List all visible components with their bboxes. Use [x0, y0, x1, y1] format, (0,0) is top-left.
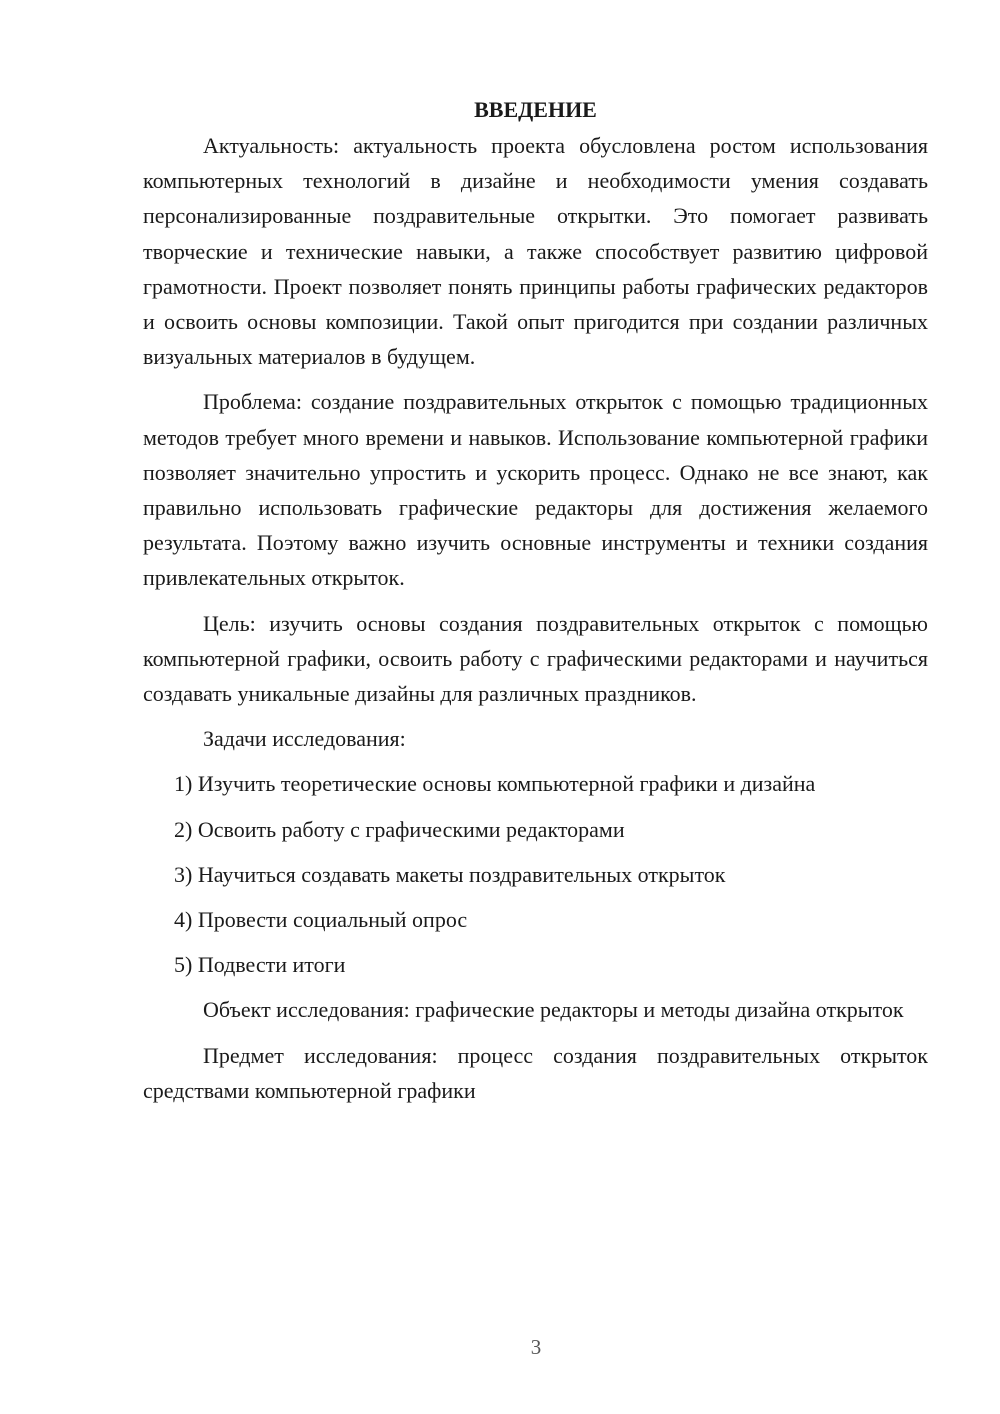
task-list [143, 766, 928, 982]
problem-paragraph: Проблема: создание поздравительных открыток с помощью традиционных методов требует много времени и навыков. Использование компьютерной графики позволяет значительно упростить и ускорить процесс. Однако не все знают, как правильно использовать графические редакторы для достижения желаемого результата. Поэтому важно изучить основные инструменты и техники создания привлекательных открыток. [143, 389, 928, 591]
task-item: 5) Подвести итоги [174, 952, 346, 978]
page-number: 3 [530, 1335, 542, 1359]
task-item: 2) Освоить работу с графическими редакторами [174, 816, 625, 842]
task-item: 1) Изучить теоретические основы компьютерной графики и дизайна [174, 771, 816, 797]
task-item: 3) Научиться создавать макеты поздравительных открыток [174, 861, 726, 887]
goal-paragraph: Цель: изучить основы создания поздравительных открыток с помощью компьютерной графики, освоить работу с графическими редакторами и научиться создавать уникальные дизайны для различных праздников. [143, 610, 928, 707]
subject-paragraph: Предмет исследования: процесс создания поздравительных открыток средствами компьютерной графики [143, 1042, 928, 1103]
section-heading: ВВЕДЕНИЕ [474, 97, 597, 122]
tasks-title: Задачи исследования: [203, 726, 406, 752]
task-item: 4) Провести социальный опрос [174, 907, 468, 933]
object-paragraph: Объект исследования: графические редакторы и методы дизайна открыток [203, 997, 904, 1023]
document-page [143, 92, 928, 1118]
relevance-paragraph: Актуальность: актуальность проекта обусловлена ростом использования компьютерных технологий в дизайне и необходимости умения создавать персонализированные поздравительные открытки. Это помогает развивать творческие и технические навыки, а также способствует развитию цифровой грамотности. Проект позволяет понять принципы работы графических редакторов и освоить основы композиции. Такой опыт пригодится при создании различных визуальных материалов в будущем. [143, 133, 928, 370]
